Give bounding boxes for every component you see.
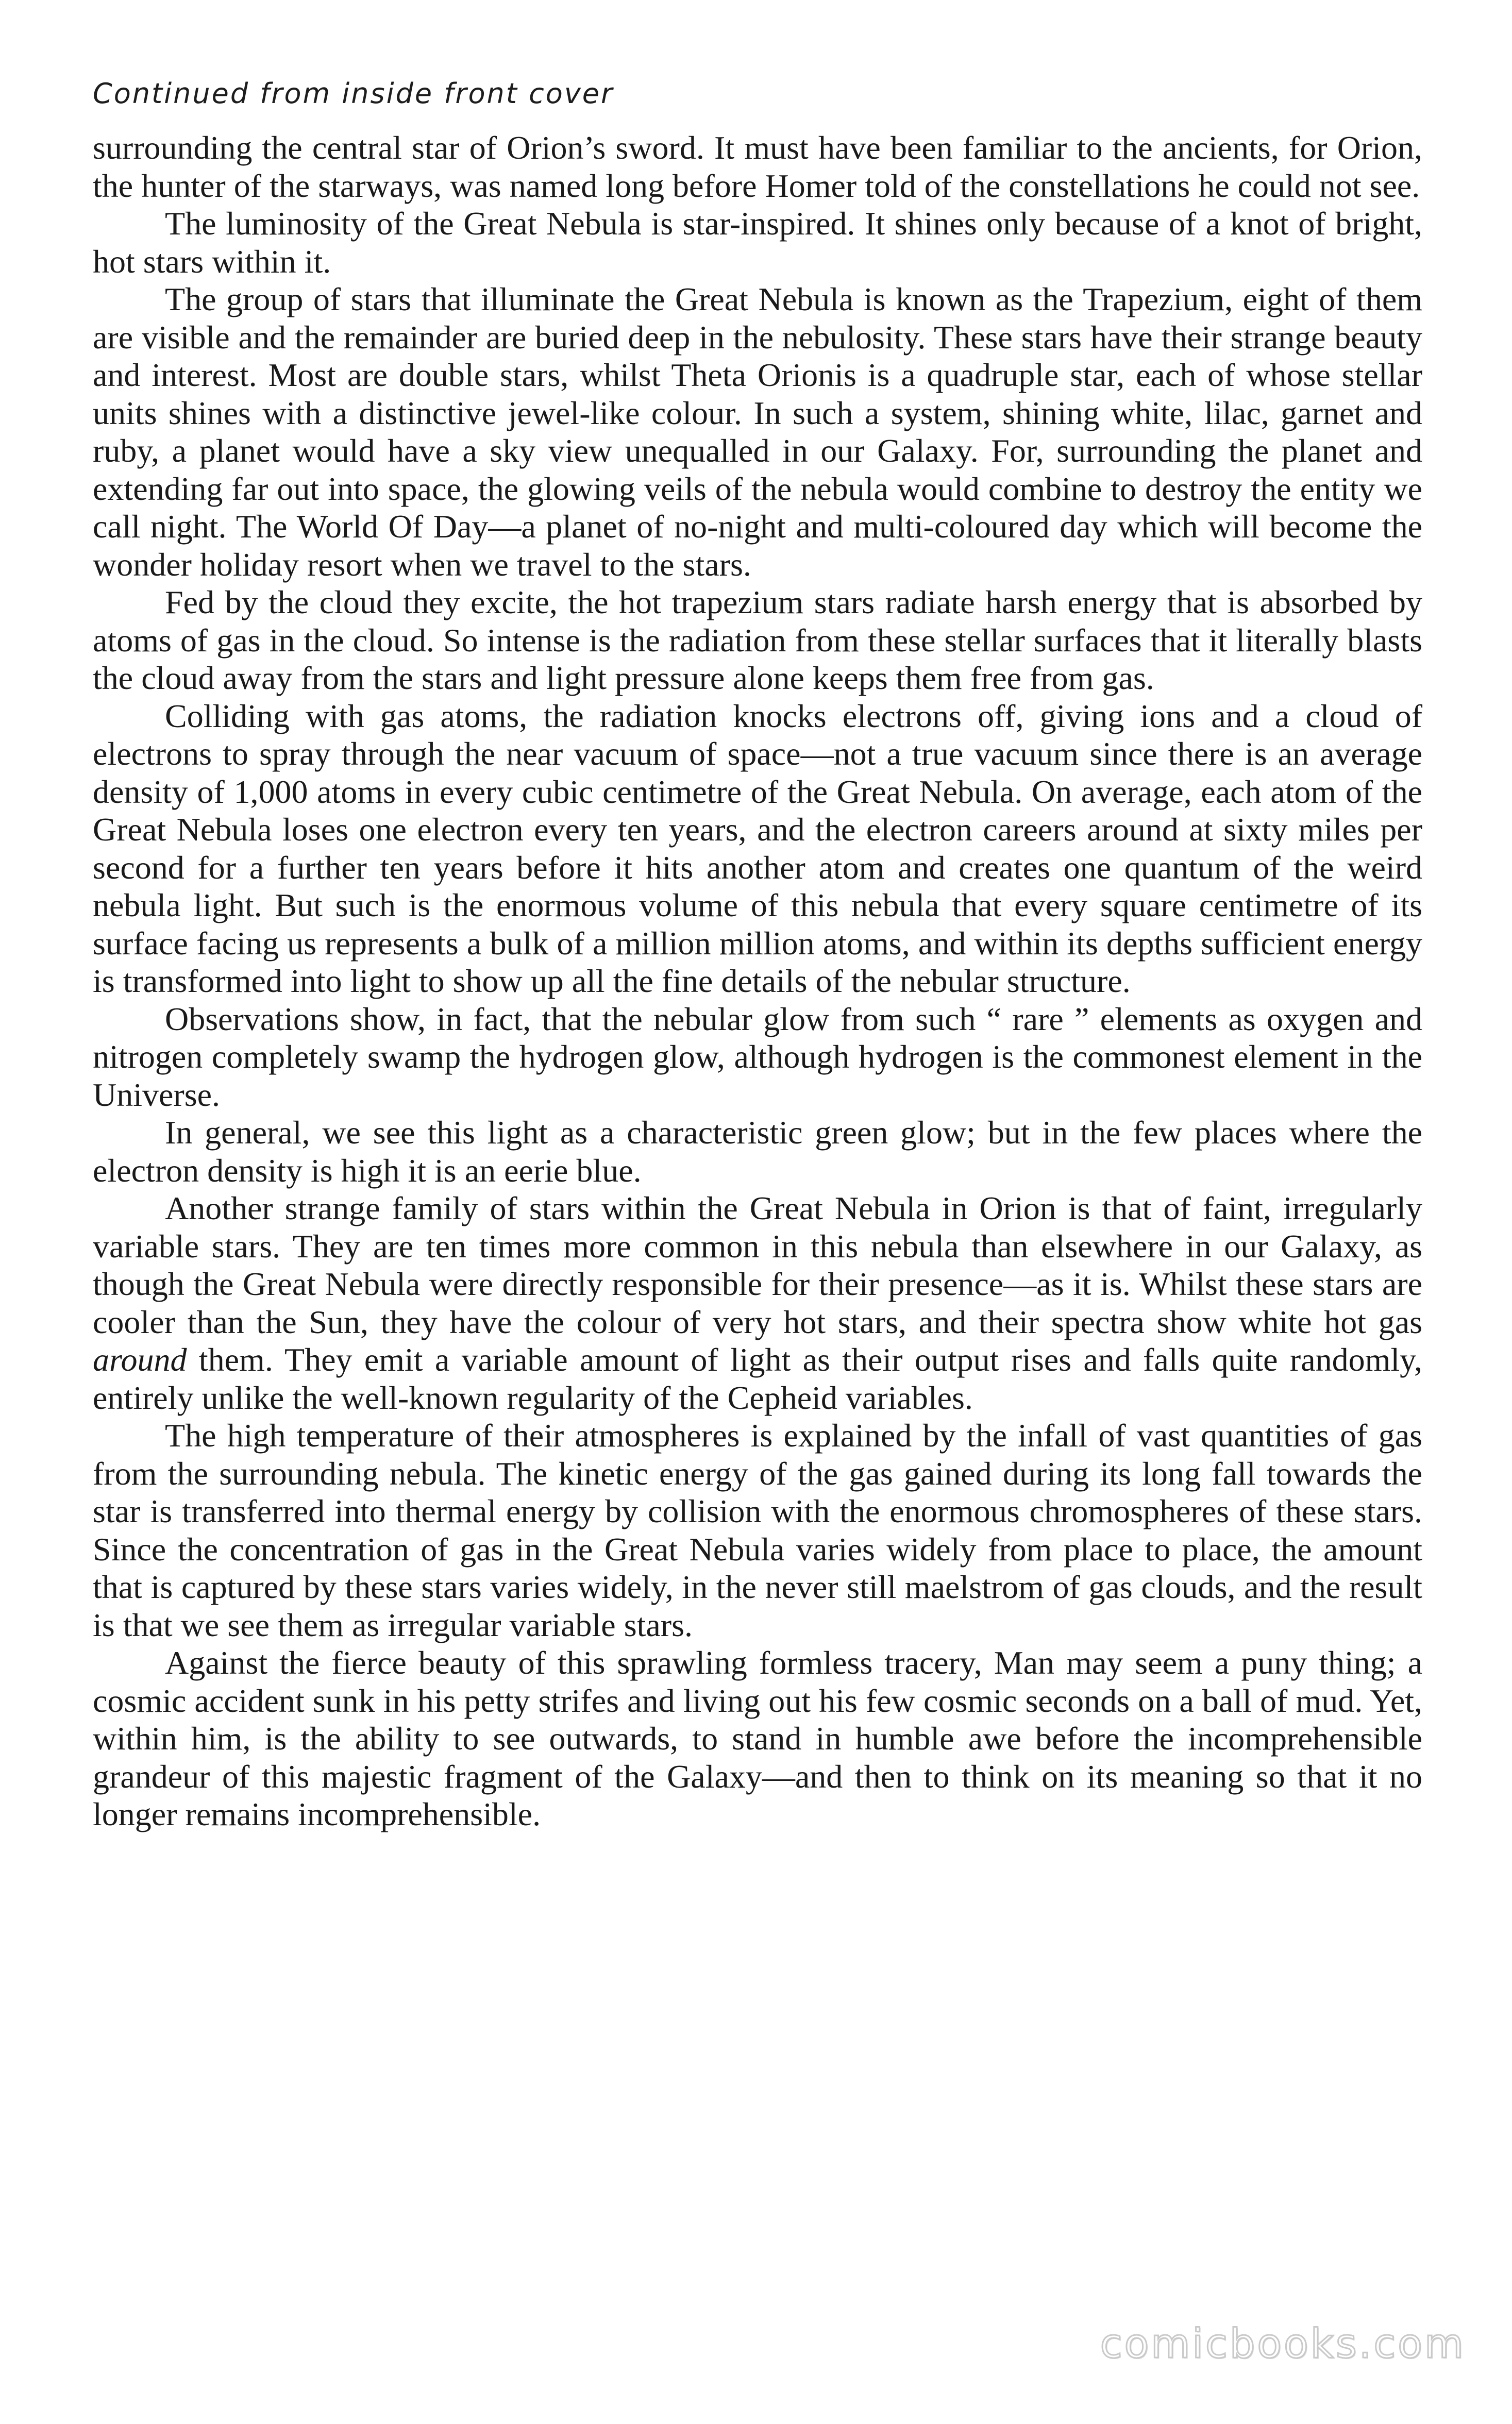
paragraph-10: Against the fierce beauty of this sprawling formless tracery, Man may seem a puny thing; a cosmic accident sunk in his petty strifes and living out his few cosmic seconds on a ball of mud. Yet, within him, is the ability to see outwards, to stand in humble awe before the incomprehensible grandeur of this majestic fragment of the Galaxy—and then to think on its meaning so that it no longer remains incomprehensible. xyxy=(93,1644,1422,1832)
paragraph-7: In general, we see this light as a characteristic green glow; but in the few places where the electron density is high it is an eerie blue. xyxy=(93,1114,1422,1189)
article-body xyxy=(93,129,1422,1833)
paragraph-9: The high temperature of their atmospheres is explained by the infall of vast quantities of gas from the surrounding nebula. The kinetic energy of the gas gained during its long fall towards the star is transferred into thermal energy by collision with the enormous chromospheres of these stars. Since the concentration of gas in the Great Nebula varies widely from place to place, the amount that is captured by these stars varies widely, in the never still maelstrom of gas clouds, and the result is that we see them as irregular variable stars. xyxy=(93,1417,1422,1643)
paragraph-8-emphasis: around xyxy=(93,1341,187,1378)
paragraph-2: The luminosity of the Great Nebula is star-inspired. It shines only because of a knot of bright, hot stars within it. xyxy=(93,205,1422,280)
paragraph-3: The group of stars that illuminate the Great Nebula is known as the Trapezium, eight of them are visible and the remainder are buried deep in the nebulosity. These stars have their strange beauty and interest. Most are double stars, whilst Theta Orionis is a quadruple star, each of whose stellar units shines with a distinctive jewel-like colour. In such a system, shining white, lilac, garnet and ruby, a planet would have a sky view unequalled in our Galaxy. For, surrounding the planet and extending far out into space, the glowing veils of the nebula would combine to destroy the entity we call night. The World Of Day—a planet of no-night and multi-coloured day which will become the wonder holiday resort when we travel to the stars. xyxy=(93,281,1422,583)
paragraph-8-text: Another strange family of stars within the Great Nebula in Orion is that of faint, irregularly variable stars. They are ten times more common in this nebula than elsewhere in our Galaxy, as though the Great Nebula were directly responsible for their presence—as it is. Whilst these stars are cooler than the Sun, they have the colour of very hot stars, and their spectra show white hot gas xyxy=(93,1190,1422,1340)
watermark-logo: comicbooks.com xyxy=(1100,2321,1466,2367)
paragraph-4: Fed by the cloud they excite, the hot trapezium stars radiate harsh energy that is absorbed by atoms of gas in the cloud. So intense is the radiation from these stellar surfaces that it literally blasts the cloud away from the stars and light pressure alone keeps them free from gas. xyxy=(93,584,1422,696)
paragraph-1: surrounding the central star of Orion’s sword. It must have been familiar to the ancients, for Orion, the hunter of the starways, was named long before Homer told of the constellations he could not see. xyxy=(93,129,1422,204)
continued-note: Continued from inside front cover xyxy=(93,77,614,110)
paragraph-6: Observations show, in fact, that the nebular glow from such “ rare ” elements as oxygen and nitrogen completely swamp the hydrogen glow, although hydrogen is the commonest element in the Universe. xyxy=(93,1000,1422,1113)
paragraph-8 xyxy=(93,1189,1422,1417)
paragraph-8-tail: them. They emit a variable amount of light as their output rises and falls quite randomly, entirely unlike the well-known regularity of the Cepheid variables. xyxy=(93,1341,1423,1416)
paragraph-5: Colliding with gas atoms, the radiation knocks electrons off, giving ions and a cloud of electrons to spray through the near vacuum of space—not a true vacuum since there is an average density of 1,000 atoms in every cubic centimetre of the Great Nebula. On average, each atom of the Great Nebula loses one electron every ten years, and the electron careers around at sixty miles per second for a further ten years before it hits another atom and creates one quantum of the weird nebula light. But such is the enormous volume of this nebula that every square centimetre of its surface facing us represents a bulk of a million million atoms, and within its depths sufficient energy is transformed into light to show up all the fine details of the nebular structure. xyxy=(93,697,1422,999)
